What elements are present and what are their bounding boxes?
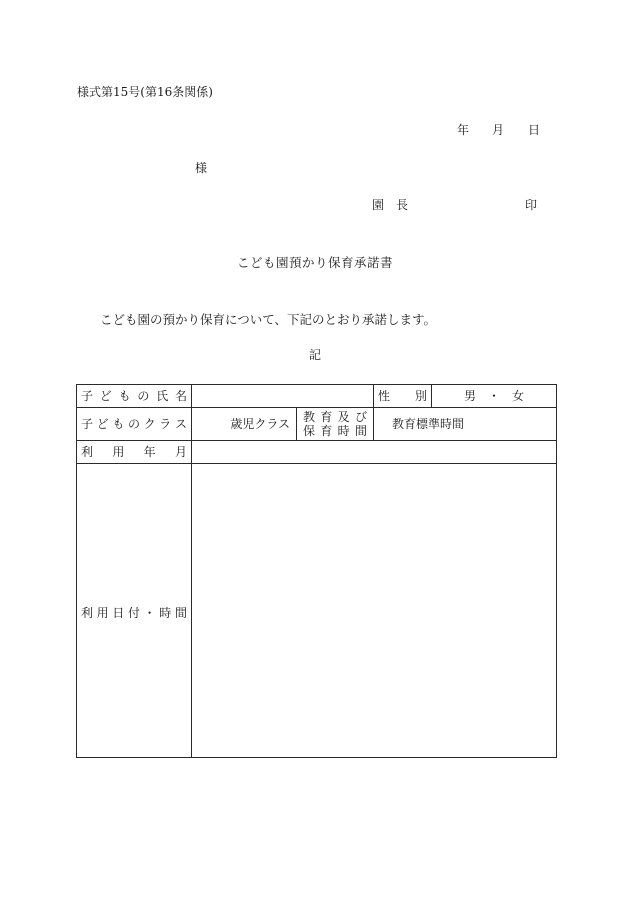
principal-title: 園 長 — [372, 198, 409, 212]
usage-month-label-text: 利 用 年 月 — [81, 444, 187, 459]
usage-datetime-label-text: 利 用 日 付 ・ 時 間 — [81, 606, 187, 621]
child-name-value[interactable] — [192, 385, 374, 408]
table-row-child-name — [77, 385, 557, 408]
education-hours-label — [297, 408, 374, 441]
child-class-label-text: 子 ど も の ク ラ ス — [81, 416, 187, 431]
education-label-line2: 保 育 時 間 — [303, 424, 367, 438]
child-class-label — [77, 408, 192, 441]
addressee-honorific: 様 — [195, 161, 208, 175]
body-text: こども園の預かり保育について、下記のとおり承諾します。 — [100, 312, 437, 327]
table-row-usage-month — [77, 441, 557, 464]
date-day-label: 日 — [528, 123, 541, 137]
gender-options[interactable]: 男 ・ 女 — [432, 385, 557, 408]
table-row-child-class — [77, 408, 557, 441]
gender-label-text: 性 別 — [378, 388, 427, 403]
usage-month-value[interactable] — [192, 441, 557, 464]
approval-table — [76, 384, 557, 758]
usage-datetime-label — [77, 464, 192, 758]
child-name-label-text: 子 ど も の 氏 名 — [81, 388, 187, 403]
usage-datetime-value[interactable] — [192, 464, 557, 758]
class-value[interactable]: 歳児クラス — [192, 408, 297, 441]
child-name-label — [77, 385, 192, 408]
form-number: 様式第15号(第16条関係) — [77, 85, 213, 99]
education-label-line1: 教 育 及 び — [303, 409, 367, 424]
document-title: こども園預かり保育承諾書 — [236, 255, 393, 270]
seal-mark: 印 — [525, 198, 538, 212]
usage-month-label — [77, 441, 192, 464]
table-row-usage-datetime — [77, 464, 557, 758]
education-hours-value[interactable]: 教育標準時間 — [374, 408, 557, 441]
gender-label — [374, 385, 432, 408]
date-month-label: 月 — [492, 123, 505, 137]
date-year-label: 年 — [457, 123, 470, 137]
ki-heading: 記 — [308, 348, 321, 362]
